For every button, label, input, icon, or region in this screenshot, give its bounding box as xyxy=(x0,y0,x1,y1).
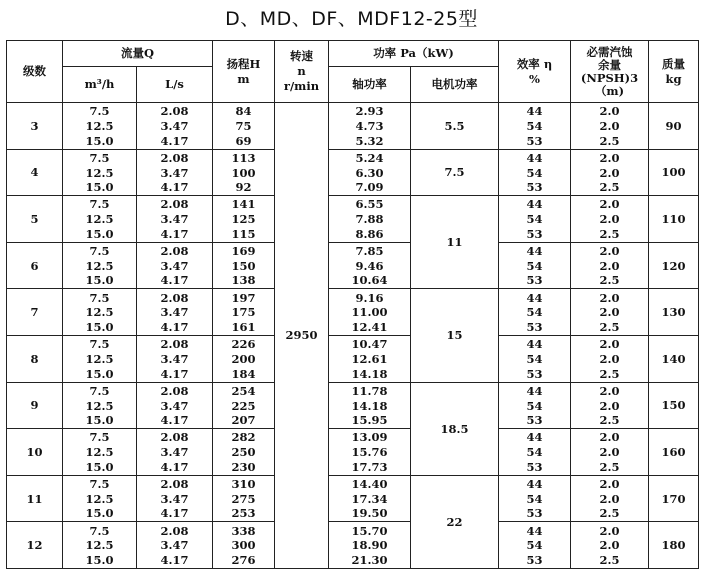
efficiency-cell-value: 44 xyxy=(526,523,543,538)
npsh-cell-value: 2.0 xyxy=(599,383,620,398)
flow-m3h-cell xyxy=(63,196,137,243)
flow-m3h-cell-value: 12.5 xyxy=(85,398,114,413)
motor-power-cell: 22 xyxy=(411,475,499,568)
efficiency-cell-value: 44 xyxy=(526,383,543,398)
table-row xyxy=(7,475,699,522)
mass-cell: 150 xyxy=(649,382,699,429)
efficiency-cell-value: 54 xyxy=(526,118,543,133)
npsh-cell xyxy=(571,196,649,243)
npsh-cell-value: 2.0 xyxy=(599,197,620,212)
flow-ls-cell-value: 3.47 xyxy=(160,305,189,320)
shaft-power-cell-value: 19.50 xyxy=(351,506,388,521)
level-cell: 11 xyxy=(7,475,63,522)
npsh-cell-value: 2.5 xyxy=(599,506,620,521)
shaft-power-cell-value: 17.73 xyxy=(351,459,388,474)
mass-cell: 130 xyxy=(649,289,699,336)
efficiency-cell-value: 53 xyxy=(526,459,543,474)
flow-ls-cell-value: 3.47 xyxy=(160,538,189,553)
head-cell-value: 253 xyxy=(231,506,256,521)
head-cell-value: 75 xyxy=(235,118,252,133)
efficiency-cell-value: 44 xyxy=(526,477,543,492)
npsh-cell-value: 2.5 xyxy=(599,366,620,381)
flow-m3h-cell-value: 12.5 xyxy=(85,305,114,320)
header-motor-power: 电机功率 xyxy=(411,67,499,103)
efficiency-cell-value: 44 xyxy=(526,150,543,165)
shaft-power-cell-value: 7.85 xyxy=(355,244,384,259)
efficiency-cell xyxy=(499,475,571,522)
shaft-power-cell-value: 4.73 xyxy=(355,118,384,133)
flow-ls-cell-value: 2.08 xyxy=(160,290,189,305)
flow-ls-cell xyxy=(137,196,213,243)
flow-ls-cell-value: 4.17 xyxy=(160,506,189,521)
head-cell-value: 100 xyxy=(231,165,256,180)
table-row xyxy=(7,242,699,289)
shaft-power-cell xyxy=(329,382,411,429)
shaft-power-cell-value: 7.88 xyxy=(355,212,384,227)
flow-ls-cell-value: 2.08 xyxy=(160,430,189,445)
efficiency-cell-value: 54 xyxy=(526,258,543,273)
efficiency-cell-value: 54 xyxy=(526,445,543,460)
flow-m3h-cell xyxy=(63,149,137,196)
npsh-cell-value: 2.5 xyxy=(599,133,620,148)
flow-m3h-cell-value: 12.5 xyxy=(85,351,114,366)
header-efficiency: 效率 η % xyxy=(499,41,571,103)
efficiency-cell-value: 44 xyxy=(526,244,543,259)
level-cell: 8 xyxy=(7,335,63,382)
level-cell: 4 xyxy=(7,149,63,196)
shaft-power-cell-value: 6.55 xyxy=(355,197,384,212)
level-cell: 12 xyxy=(7,522,63,569)
flow-ls-cell-value: 2.08 xyxy=(160,104,189,119)
flow-m3h-cell-value: 7.5 xyxy=(89,383,110,398)
head-cell-value: 161 xyxy=(231,320,256,335)
shaft-power-cell-value: 8.86 xyxy=(355,226,384,241)
header-power: 功率 Pa（kW) xyxy=(329,41,499,67)
shaft-power-cell-value: 15.76 xyxy=(351,445,388,460)
flow-m3h-cell-value: 15.0 xyxy=(85,133,114,148)
flow-ls-cell-value: 2.08 xyxy=(160,337,189,352)
mass-cell: 90 xyxy=(649,103,699,150)
mass-cell: 170 xyxy=(649,475,699,522)
npsh-cell-value: 2.0 xyxy=(599,244,620,259)
head-cell-value: 276 xyxy=(231,552,256,567)
shaft-power-cell-value: 10.64 xyxy=(351,273,388,288)
flow-ls-cell xyxy=(137,149,213,196)
npsh-cell-value: 2.5 xyxy=(599,413,620,428)
flow-m3h-cell xyxy=(63,335,137,382)
shaft-power-cell xyxy=(329,149,411,196)
head-cell-value: 230 xyxy=(231,459,256,474)
shaft-power-cell-value: 2.93 xyxy=(355,104,384,119)
efficiency-cell-value: 53 xyxy=(526,226,543,241)
head-cell-value: 226 xyxy=(231,337,256,352)
head-cell-value: 141 xyxy=(231,197,256,212)
header-flow-ls: L/s xyxy=(137,67,213,103)
flow-ls-cell-value: 2.08 xyxy=(160,523,189,538)
flow-ls-cell xyxy=(137,289,213,336)
efficiency-cell-value: 53 xyxy=(526,366,543,381)
shaft-power-cell-value: 14.40 xyxy=(351,477,388,492)
efficiency-cell-value: 54 xyxy=(526,212,543,227)
shaft-power-cell-value: 13.09 xyxy=(351,430,388,445)
npsh-cell-value: 2.0 xyxy=(599,290,620,305)
head-cell-value: 169 xyxy=(231,244,256,259)
head-cell-value: 275 xyxy=(231,491,256,506)
flow-m3h-cell xyxy=(63,522,137,569)
efficiency-cell-value: 53 xyxy=(526,320,543,335)
head-cell xyxy=(213,289,275,336)
efficiency-cell-value: 53 xyxy=(526,413,543,428)
efficiency-cell-value: 54 xyxy=(526,538,543,553)
flow-ls-cell-value: 3.47 xyxy=(160,445,189,460)
speed-cell: 2950 xyxy=(275,103,329,569)
head-cell xyxy=(213,429,275,476)
shaft-power-cell-value: 11.00 xyxy=(351,305,388,320)
flow-m3h-cell-value: 12.5 xyxy=(85,538,114,553)
flow-ls-cell-value: 4.17 xyxy=(160,226,189,241)
shaft-power-cell-value: 7.09 xyxy=(355,180,384,195)
efficiency-cell xyxy=(499,242,571,289)
flow-m3h-cell-value: 7.5 xyxy=(89,150,110,165)
head-cell-value: 197 xyxy=(231,290,256,305)
head-cell-value: 338 xyxy=(231,523,256,538)
efficiency-cell-value: 44 xyxy=(526,104,543,119)
head-cell xyxy=(213,103,275,150)
table-row xyxy=(7,149,699,196)
flow-ls-cell-value: 4.17 xyxy=(160,459,189,474)
shaft-power-cell xyxy=(329,475,411,522)
efficiency-cell-value: 54 xyxy=(526,491,543,506)
mass-cell: 100 xyxy=(649,149,699,196)
efficiency-cell-value: 54 xyxy=(526,351,543,366)
npsh-cell-value: 2.5 xyxy=(599,180,620,195)
header-head: 扬程H m xyxy=(213,41,275,103)
shaft-power-cell-value: 5.32 xyxy=(355,133,384,148)
npsh-cell xyxy=(571,522,649,569)
table-row xyxy=(7,382,699,429)
flow-ls-cell xyxy=(137,103,213,150)
flow-ls-cell-value: 3.47 xyxy=(160,165,189,180)
efficiency-cell-value: 44 xyxy=(526,337,543,352)
shaft-power-cell-value: 15.70 xyxy=(351,523,388,538)
npsh-cell-value: 2.0 xyxy=(599,212,620,227)
flow-m3h-cell-value: 12.5 xyxy=(85,212,114,227)
npsh-cell-value: 2.5 xyxy=(599,459,620,474)
efficiency-cell-value: 54 xyxy=(526,398,543,413)
npsh-cell xyxy=(571,335,649,382)
flow-ls-cell-value: 4.17 xyxy=(160,552,189,567)
shaft-power-cell-value: 10.47 xyxy=(351,337,388,352)
npsh-cell-value: 2.0 xyxy=(599,477,620,492)
npsh-cell-value: 2.0 xyxy=(599,445,620,460)
motor-power-cell: 11 xyxy=(411,196,499,289)
table-row xyxy=(7,335,699,382)
flow-ls-cell-value: 4.17 xyxy=(160,366,189,381)
level-cell: 7 xyxy=(7,289,63,336)
flow-m3h-cell-value: 7.5 xyxy=(89,337,110,352)
efficiency-cell xyxy=(499,335,571,382)
table-row xyxy=(7,196,699,243)
shaft-power-cell-value: 15.95 xyxy=(351,413,388,428)
flow-m3h-cell xyxy=(63,242,137,289)
head-cell xyxy=(213,382,275,429)
flow-ls-cell-value: 2.08 xyxy=(160,197,189,212)
level-cell: 10 xyxy=(7,429,63,476)
flow-ls-cell xyxy=(137,242,213,289)
head-cell xyxy=(213,196,275,243)
shaft-power-cell-value: 6.30 xyxy=(355,165,384,180)
flow-m3h-cell-value: 12.5 xyxy=(85,118,114,133)
header-mass: 质量 kg xyxy=(649,41,699,103)
mass-cell: 180 xyxy=(649,522,699,569)
efficiency-cell xyxy=(499,382,571,429)
flow-m3h-cell-value: 12.5 xyxy=(85,165,114,180)
pump-spec-table xyxy=(6,40,699,569)
flow-m3h-cell-value: 15.0 xyxy=(85,320,114,335)
head-cell-value: 310 xyxy=(231,477,256,492)
shaft-power-cell-value: 12.41 xyxy=(351,320,388,335)
head-cell-value: 150 xyxy=(231,258,256,273)
mass-cell: 110 xyxy=(649,196,699,243)
head-cell-value: 184 xyxy=(231,366,256,381)
head-cell-value: 138 xyxy=(231,273,256,288)
flow-m3h-cell xyxy=(63,382,137,429)
table-row xyxy=(7,289,699,336)
flow-ls-cell-value: 3.47 xyxy=(160,398,189,413)
head-cell xyxy=(213,335,275,382)
npsh-cell-value: 2.0 xyxy=(599,104,620,119)
head-cell-value: 250 xyxy=(231,445,256,460)
shaft-power-cell-value: 9.16 xyxy=(355,290,384,305)
npsh-cell-value: 2.5 xyxy=(599,552,620,567)
table-row xyxy=(7,429,699,476)
shaft-power-cell xyxy=(329,289,411,336)
header-npsh: 必需汽蚀 余量 (NPSH)3 （m) xyxy=(571,41,649,103)
head-cell-value: 282 xyxy=(231,430,256,445)
head-cell-value: 200 xyxy=(231,351,256,366)
npsh-cell xyxy=(571,429,649,476)
level-cell: 5 xyxy=(7,196,63,243)
flow-ls-cell-value: 4.17 xyxy=(160,180,189,195)
efficiency-cell-value: 53 xyxy=(526,180,543,195)
flow-m3h-cell-value: 15.0 xyxy=(85,226,114,241)
efficiency-cell xyxy=(499,289,571,336)
flow-m3h-cell-value: 15.0 xyxy=(85,366,114,381)
head-cell-value: 125 xyxy=(231,212,256,227)
head-cell xyxy=(213,522,275,569)
npsh-cell xyxy=(571,149,649,196)
header-flow: 流量Q xyxy=(63,41,213,67)
flow-m3h-cell-value: 12.5 xyxy=(85,445,114,460)
flow-ls-cell-value: 2.08 xyxy=(160,150,189,165)
efficiency-cell xyxy=(499,522,571,569)
npsh-cell xyxy=(571,289,649,336)
head-cell xyxy=(213,475,275,522)
efficiency-cell-value: 44 xyxy=(526,290,543,305)
motor-power-cell: 5.5 xyxy=(411,103,499,150)
head-cell-value: 300 xyxy=(231,538,256,553)
shaft-power-cell xyxy=(329,196,411,243)
shaft-power-cell-value: 11.78 xyxy=(351,383,388,398)
head-cell-value: 175 xyxy=(231,305,256,320)
npsh-cell-value: 2.0 xyxy=(599,118,620,133)
flow-ls-cell-value: 3.47 xyxy=(160,118,189,133)
motor-power-cell: 15 xyxy=(411,289,499,382)
shaft-power-cell xyxy=(329,103,411,150)
flow-m3h-cell xyxy=(63,103,137,150)
flow-m3h-cell-value: 15.0 xyxy=(85,459,114,474)
flow-ls-cell-value: 2.08 xyxy=(160,383,189,398)
flow-ls-cell-value: 2.08 xyxy=(160,244,189,259)
npsh-cell-value: 2.0 xyxy=(599,258,620,273)
shaft-power-cell-value: 21.30 xyxy=(351,552,388,567)
flow-ls-cell-value: 3.47 xyxy=(160,258,189,273)
flow-ls-cell-value: 4.17 xyxy=(160,133,189,148)
flow-m3h-cell-value: 7.5 xyxy=(89,244,110,259)
table-row xyxy=(7,522,699,569)
npsh-cell xyxy=(571,475,649,522)
npsh-cell-value: 2.5 xyxy=(599,226,620,241)
header-speed: 转速 n r/min xyxy=(275,41,329,103)
efficiency-cell-value: 54 xyxy=(526,305,543,320)
header-shaft-power: 轴功率 xyxy=(329,67,411,103)
npsh-cell-value: 2.0 xyxy=(599,491,620,506)
head-cell-value: 115 xyxy=(231,226,256,241)
head-cell-value: 207 xyxy=(231,413,256,428)
shaft-power-cell-value: 14.18 xyxy=(351,398,388,413)
head-cell-value: 225 xyxy=(231,398,256,413)
head-cell-value: 84 xyxy=(235,104,252,119)
npsh-cell-value: 2.0 xyxy=(599,337,620,352)
flow-m3h-cell-value: 7.5 xyxy=(89,104,110,119)
flow-m3h-cell-value: 15.0 xyxy=(85,413,114,428)
npsh-cell-value: 2.0 xyxy=(599,351,620,366)
efficiency-cell xyxy=(499,103,571,150)
flow-ls-cell xyxy=(137,382,213,429)
npsh-cell-value: 2.0 xyxy=(599,398,620,413)
flow-m3h-cell-value: 7.5 xyxy=(89,430,110,445)
npsh-cell-value: 2.0 xyxy=(599,523,620,538)
level-cell: 6 xyxy=(7,242,63,289)
efficiency-cell xyxy=(499,196,571,243)
flow-ls-cell-value: 4.17 xyxy=(160,320,189,335)
npsh-cell-value: 2.5 xyxy=(599,320,620,335)
efficiency-cell-value: 53 xyxy=(526,506,543,521)
head-cell xyxy=(213,149,275,196)
mass-cell: 140 xyxy=(649,335,699,382)
npsh-cell-value: 2.0 xyxy=(599,305,620,320)
npsh-cell-value: 2.0 xyxy=(599,538,620,553)
page-title: D、MD、DF、MDF12-25型 xyxy=(225,8,478,30)
flow-m3h-cell-value: 7.5 xyxy=(89,197,110,212)
shaft-power-cell-value: 14.18 xyxy=(351,366,388,381)
header-level: 级数 xyxy=(7,41,63,103)
efficiency-cell-value: 44 xyxy=(526,197,543,212)
shaft-power-cell-value: 9.46 xyxy=(355,258,384,273)
head-cell-value: 69 xyxy=(235,133,252,148)
shaft-power-cell-value: 5.24 xyxy=(355,150,384,165)
motor-power-cell: 18.5 xyxy=(411,382,499,475)
flow-ls-cell-value: 4.17 xyxy=(160,273,189,288)
flow-ls-cell xyxy=(137,429,213,476)
table-body xyxy=(7,103,699,569)
level-cell: 3 xyxy=(7,103,63,150)
flow-m3h-cell-value: 15.0 xyxy=(85,506,114,521)
flow-m3h-cell xyxy=(63,475,137,522)
npsh-cell-value: 2.0 xyxy=(599,430,620,445)
flow-m3h-cell-value: 12.5 xyxy=(85,258,114,273)
head-cell xyxy=(213,242,275,289)
efficiency-cell-value: 44 xyxy=(526,430,543,445)
flow-ls-cell xyxy=(137,522,213,569)
efficiency-cell xyxy=(499,429,571,476)
head-cell-value: 92 xyxy=(235,180,252,195)
shaft-power-cell-value: 18.90 xyxy=(351,538,388,553)
efficiency-cell-value: 53 xyxy=(526,133,543,148)
flow-m3h-cell xyxy=(63,289,137,336)
mass-cell: 160 xyxy=(649,429,699,476)
efficiency-cell-value: 53 xyxy=(526,273,543,288)
flow-ls-cell xyxy=(137,475,213,522)
shaft-power-cell xyxy=(329,335,411,382)
shaft-power-cell-value: 17.34 xyxy=(351,491,388,506)
npsh-cell xyxy=(571,242,649,289)
flow-ls-cell xyxy=(137,335,213,382)
npsh-cell-value: 2.5 xyxy=(599,273,620,288)
flow-m3h-cell-value: 7.5 xyxy=(89,290,110,305)
flow-ls-cell-value: 4.17 xyxy=(160,413,189,428)
efficiency-cell-value: 53 xyxy=(526,552,543,567)
shaft-power-cell xyxy=(329,429,411,476)
flow-m3h-cell-value: 15.0 xyxy=(85,180,114,195)
flow-m3h-cell xyxy=(63,429,137,476)
shaft-power-cell xyxy=(329,522,411,569)
motor-power-cell: 7.5 xyxy=(411,149,499,196)
shaft-power-cell-value: 12.61 xyxy=(351,351,388,366)
flow-m3h-cell-value: 7.5 xyxy=(89,477,110,492)
npsh-cell-value: 2.0 xyxy=(599,150,620,165)
npsh-cell xyxy=(571,382,649,429)
npsh-cell-value: 2.0 xyxy=(599,165,620,180)
shaft-power-cell xyxy=(329,242,411,289)
efficiency-cell xyxy=(499,149,571,196)
flow-ls-cell-value: 2.08 xyxy=(160,477,189,492)
flow-m3h-cell-value: 12.5 xyxy=(85,491,114,506)
flow-ls-cell-value: 3.47 xyxy=(160,491,189,506)
head-cell-value: 254 xyxy=(231,383,256,398)
flow-m3h-cell-value: 15.0 xyxy=(85,273,114,288)
level-cell: 9 xyxy=(7,382,63,429)
header-flow-m3h: m³/h xyxy=(63,67,137,103)
efficiency-cell-value: 54 xyxy=(526,165,543,180)
flow-ls-cell-value: 3.47 xyxy=(160,212,189,227)
npsh-cell xyxy=(571,103,649,150)
flow-ls-cell-value: 3.47 xyxy=(160,351,189,366)
flow-m3h-cell-value: 15.0 xyxy=(85,552,114,567)
mass-cell: 120 xyxy=(649,242,699,289)
table-row xyxy=(7,103,699,150)
head-cell-value: 113 xyxy=(231,150,256,165)
flow-m3h-cell-value: 7.5 xyxy=(89,523,110,538)
